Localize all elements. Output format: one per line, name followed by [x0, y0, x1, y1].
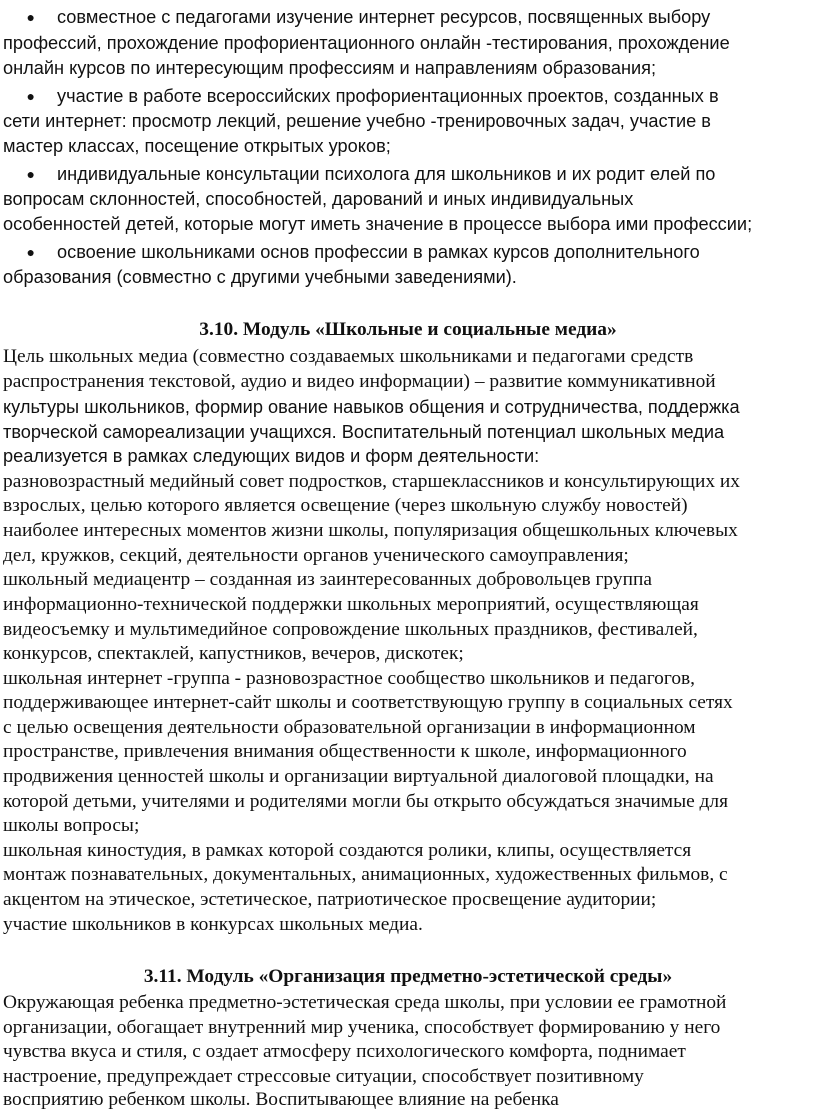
text-line: пространстве, привлечения внимания общественности к школе, информационного — [3, 741, 687, 762]
text-line: профессий, прохождение профориентационного онлайн -тестирования, прохождение — [3, 33, 730, 53]
text-line: образования (совместно с другими учебными заведениями). — [3, 267, 517, 287]
bullet-icon: ● — [26, 244, 35, 260]
bullet-icon: ● — [26, 166, 35, 182]
text-line: мастер классах, посещение открытых уроков; — [3, 136, 391, 156]
section-heading-3-10: 3.10. Модуль «Школьные и социальные медиа» — [199, 319, 617, 340]
text-line: монтаж познавательных, документальных, анимационных, художественных фильмов, с — [3, 864, 728, 885]
text-line: Цель школьных медиа (совместно создаваемых школьниками и педагогами средств — [3, 346, 694, 367]
text-line: школы вопросы; — [3, 815, 140, 836]
text-line: видеосъемку и мультимедийное сопровождение школьных праздников, фестивалей, — [3, 619, 698, 640]
text-line: чувства вкуса и стиля, с оздает атмосферу психологического комфорта, поднимает — [3, 1041, 686, 1062]
text-line: творческой самореализации учащихся. Воспитательный потенциал школьных медиа — [3, 422, 725, 442]
text-line: настроение, предупреждает стрессовые ситуации, способствует позитивному — [3, 1066, 644, 1087]
text-line: сети интернет: просмотр лекций, решение учебно -тренировочных задач, участие в — [3, 111, 711, 131]
text-line: акцентом на этическое, эстетическое, патриотическое просвещение аудитории; — [3, 889, 657, 910]
bullet-icon: ● — [26, 88, 35, 104]
text-line: школьная интернет -группа - разновозрастное сообщество школьников и педагогов, — [3, 668, 696, 689]
text-line: реализуется в рамках следующих видов и форм деятельности: — [3, 446, 540, 466]
text-line: участие школьников в конкурсах школьных медиа. — [3, 914, 423, 935]
text-line: организации, обогащает внутренний мир ученика, способствует формированию у него — [3, 1017, 721, 1038]
bullet-item-3: ● индивидуальные консультации психолога для школьников и их родит елей по — [3, 162, 814, 187]
text-line: особенностей детей, которые могут иметь значение в процессе выбора ими профессии; — [3, 214, 753, 234]
text-line: распространения текстовой, аудио и видео информации) – развитие коммуникативной — [3, 371, 716, 392]
text-line: вопросам склонностей, способностей, дарований и иных индивидуальных — [3, 189, 634, 209]
bullet-icon: ● — [26, 9, 35, 25]
bullet-item-1: ● совместное с педагогами изучение интернет ресурсов, посвященных выбору — [3, 5, 814, 30]
text-line: онлайн курсов по интересующим профессиям и направлениям образования; — [3, 58, 657, 78]
text-line: взрослых, целью которого является освещение (через школьную службу новостей) — [3, 495, 688, 516]
text-line: продвижения ценностей школы и организации виртуальной диалоговой площадки, на — [3, 766, 714, 787]
text-line: дел, кружков, секций, деятельности органов ученического самоуправления; — [3, 545, 629, 566]
text-line: конкурсов, спектаклей, капустников, вечеров, дискотек; — [3, 643, 464, 664]
text-line: наиболее интересных моментов жизни школы, популяризация общешкольных ключевых — [3, 520, 738, 541]
text-line: школьный медиацентр – созданная из заинтересованных добровольцев группа — [3, 569, 652, 590]
text-line: информационно-технической поддержки школьных мероприятий, осуществляющая — [3, 594, 699, 615]
bullet-item-4: ● освоение школьниками основ профессии в рамках курсов дополнительного — [3, 240, 814, 265]
text-line: разновозрастный медийный совет подростков, старшеклассников и консультирующих их — [3, 471, 740, 492]
text-line: с целью освещения деятельности образовательной организации в информационном — [3, 717, 696, 738]
text-line: поддерживающее интернет-сайт школы и соответствующую группу в социальных сетях — [3, 692, 733, 713]
section-heading-3-11: 3.11. Модуль «Организация предметно-эстетической среды» — [143, 966, 673, 987]
text-line: восприятию ребенком школы. Воспитывающее влияние на ребенка — [3, 1089, 559, 1110]
text-line: культуры школьников, формир ование навыков общения и сотрудничества, поддержка — [3, 397, 740, 417]
bullet-item-2: ● участие в работе всероссийских профориентационных проектов, созданных в — [3, 84, 814, 109]
text-line: которой детьми, учителями и родителями могли бы открыто обсуждаться значимые для — [3, 791, 729, 812]
text-line: школьная киностудия, в рамках которой создаются ролики, клипы, осуществляется — [3, 840, 692, 861]
text-line: Окружающая ребенка предметно-эстетическая среда школы, при условии ее грамотной — [3, 992, 727, 1013]
